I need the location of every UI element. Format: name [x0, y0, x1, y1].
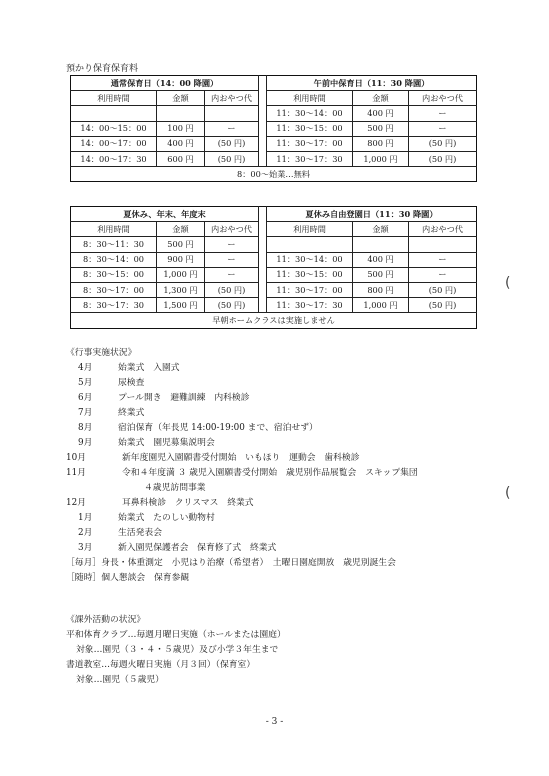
margin-mark: (	[505, 485, 511, 501]
col-fee: 金額	[353, 222, 409, 237]
table-cell: 11：30〜15：00	[267, 121, 353, 136]
col-fee: 金額	[353, 91, 409, 106]
table-cell: 800 円	[353, 136, 409, 151]
extracurricular-section	[66, 613, 286, 688]
col-fee: 金額	[157, 222, 205, 237]
table-cell: 1,000 円	[157, 267, 205, 282]
fee-table-regular	[70, 75, 477, 182]
col-time: 利用時間	[71, 91, 157, 106]
table-row	[71, 298, 477, 313]
table-cell: (50 円)	[409, 282, 477, 297]
event-text: 新入園児保護者会 保育修了式 終業式	[118, 543, 277, 553]
event-text: プール開き 避難訓練 内科検診	[118, 393, 250, 403]
event-month: 12月	[66, 498, 86, 508]
table-cell: 100 円	[157, 121, 205, 136]
event-text: 耳鼻科検診 クリスマス 終業式	[122, 498, 254, 508]
table-row	[71, 252, 477, 267]
event-item	[66, 421, 418, 436]
table-cell: (50 円)	[205, 298, 259, 313]
col-fee: 金額	[157, 91, 205, 106]
table-cell	[71, 106, 157, 121]
table-cell: (50 円)	[409, 151, 477, 166]
morning-day-header: 午前中保育日（11：30 降園）	[267, 76, 477, 91]
table-cell: 400 円	[157, 136, 205, 151]
events-section	[66, 346, 418, 586]
event-item	[66, 511, 418, 526]
event-month: 2月	[78, 528, 93, 538]
table-cell: 500 円	[157, 237, 205, 252]
table-note: 8：00〜始業…無料	[71, 167, 477, 182]
table-row	[71, 282, 477, 297]
table-cell: 400 円	[353, 106, 409, 121]
table-cell: 11：30〜14：00	[267, 252, 353, 267]
page-number: - 3 -	[265, 717, 284, 727]
event-text: 宿泊保育（年長児 14:00-19:00 まで、宿泊せず）	[118, 423, 318, 433]
event-text: 終業式	[118, 408, 145, 418]
extra-line: 対象…園児（３・４・５歳児）及び小学３年生まで	[76, 645, 279, 655]
col-snack: 内おやつ代	[409, 91, 477, 106]
table-cell: 8：30〜14：00	[71, 252, 157, 267]
event-text: 始業式 たのしい動物村	[118, 513, 215, 523]
table-cell: 8：30〜17：00	[71, 282, 157, 297]
event-month: 3月	[78, 543, 93, 553]
table-row	[71, 121, 477, 136]
event-item	[66, 451, 418, 466]
event-month: 6月	[78, 393, 93, 403]
table-cell: 14：00〜15：00	[71, 121, 157, 136]
events-heading: 《行事実施状況》	[66, 348, 137, 358]
table-cell: ー	[205, 252, 259, 267]
event-text: 生活発表会	[118, 528, 162, 538]
event-item	[66, 496, 418, 511]
extra-line: 対象…園児（５歳児）	[76, 675, 164, 685]
event-text: 始業式 園児募集説明会	[118, 438, 215, 448]
event-item	[66, 541, 418, 556]
table-cell: (50 円)	[205, 151, 259, 166]
table-cell: 500 円	[353, 267, 409, 282]
table-cell: 11：30〜17：00	[267, 282, 353, 297]
table-row	[71, 267, 477, 282]
table-cell: 11：30〜14：00	[267, 106, 353, 121]
table-cell: (50 円)	[205, 136, 259, 151]
event-item	[66, 391, 418, 406]
event-month: 4月	[78, 363, 93, 373]
col-snack: 内おやつ代	[409, 222, 477, 237]
event-month: 11月	[66, 468, 86, 478]
event-text: 新年度園児入園願書受付開始 いもほり 運動会 歯科検診	[122, 453, 360, 463]
event-month: 5月	[78, 378, 93, 388]
table-cell: 1,500 円	[157, 298, 205, 313]
table-cell: 8：30〜17：30	[71, 298, 157, 313]
table-cell: 11：30〜15：00	[267, 267, 353, 282]
table-cell: ー	[205, 237, 259, 252]
table-cell: 400 円	[353, 252, 409, 267]
table-cell: 900 円	[157, 252, 205, 267]
table-cell: 800 円	[353, 282, 409, 297]
regular-day-header: 通常保育日（14：00 降園）	[71, 76, 259, 91]
event-item	[66, 466, 418, 481]
event-month: 9月	[78, 438, 93, 448]
table-cell: ー	[409, 252, 477, 267]
margin-mark: (	[505, 275, 511, 291]
monthly-events: ［毎月］身長・体重測定 小児はり治療（希望者） 土曜日園庭開放 歳児別誕生会	[66, 558, 396, 568]
table-cell: 600 円	[157, 151, 205, 166]
table-cell: (50 円)	[205, 282, 259, 297]
col-time: 利用時間	[267, 222, 353, 237]
anytime-events: ［随時］個人懇談会 保育参観	[66, 573, 190, 583]
table-cell: 500 円	[353, 121, 409, 136]
event-text: 令和４年度満 ３ 歳児入園願書受付開始 歳児別作品展覧会 スキップ集団	[122, 468, 418, 478]
event-month: 10月	[66, 453, 86, 463]
table-cell: (50 円)	[409, 298, 477, 313]
table-row	[71, 237, 477, 252]
table-cell: ー	[205, 121, 259, 136]
table-row	[71, 136, 477, 151]
free-attendance-header: 夏休み自由登園日（11：30 降園）	[267, 207, 477, 222]
col-snack: 内おやつ代	[205, 91, 259, 106]
event-item	[66, 526, 418, 541]
table-cell: 1,300 円	[157, 282, 205, 297]
event-item	[66, 406, 418, 421]
table-cell: 1,000 円	[353, 298, 409, 313]
table-cell: ー	[409, 106, 477, 121]
table-cell	[267, 237, 353, 252]
fee-section-title: 預かり保育保育料	[66, 64, 139, 74]
col-snack: 内おやつ代	[205, 222, 259, 237]
table-cell: ー	[409, 267, 477, 282]
table-cell: 8：30〜11：30	[71, 237, 157, 252]
extracurricular-heading: 《課外活動の状況》	[66, 615, 146, 625]
table-cell: 8：30〜15：00	[71, 267, 157, 282]
table-cell: ー	[409, 121, 477, 136]
event-text: 始業式 入園式	[118, 363, 180, 373]
event-text: 尿検査	[118, 378, 145, 388]
event-item	[66, 376, 418, 391]
event-item	[66, 436, 418, 451]
col-time: 利用時間	[71, 222, 157, 237]
table-row	[71, 106, 477, 121]
col-time: 利用時間	[267, 91, 353, 106]
event-item	[66, 361, 418, 376]
table-cell: ー	[205, 267, 259, 282]
table-cell: (50 円)	[409, 136, 477, 151]
table-cell: 14：00〜17：30	[71, 151, 157, 166]
extra-line: 書道教室…毎週火曜日実施（月３回）（保育室）	[66, 660, 256, 670]
table-cell: 11：30〜17：30	[267, 298, 353, 313]
event-month: 8月	[78, 423, 93, 433]
table-cell: 11：30〜17：00	[267, 136, 353, 151]
event-month: 7月	[78, 408, 93, 418]
event-continuation: ４歳児訪問事業	[144, 483, 206, 493]
table-cell	[353, 237, 409, 252]
table-cell: 1,000 円	[353, 151, 409, 166]
table-cell: 11：30〜17：30	[267, 151, 353, 166]
table-cell	[205, 106, 259, 121]
table-row	[71, 151, 477, 166]
table-cell: 14：00〜17：00	[71, 136, 157, 151]
holiday-header: 夏休み、年末、年度末	[71, 207, 259, 222]
table-cell	[409, 237, 477, 252]
table-note: 早朝ホームクラスは実施しません	[71, 313, 477, 328]
extra-line: 平和体育クラブ…毎週月曜日実施（ホールまたは園庭）	[66, 630, 286, 640]
fee-table-holiday	[70, 206, 477, 329]
table-cell	[157, 106, 205, 121]
event-month: 1月	[78, 513, 93, 523]
